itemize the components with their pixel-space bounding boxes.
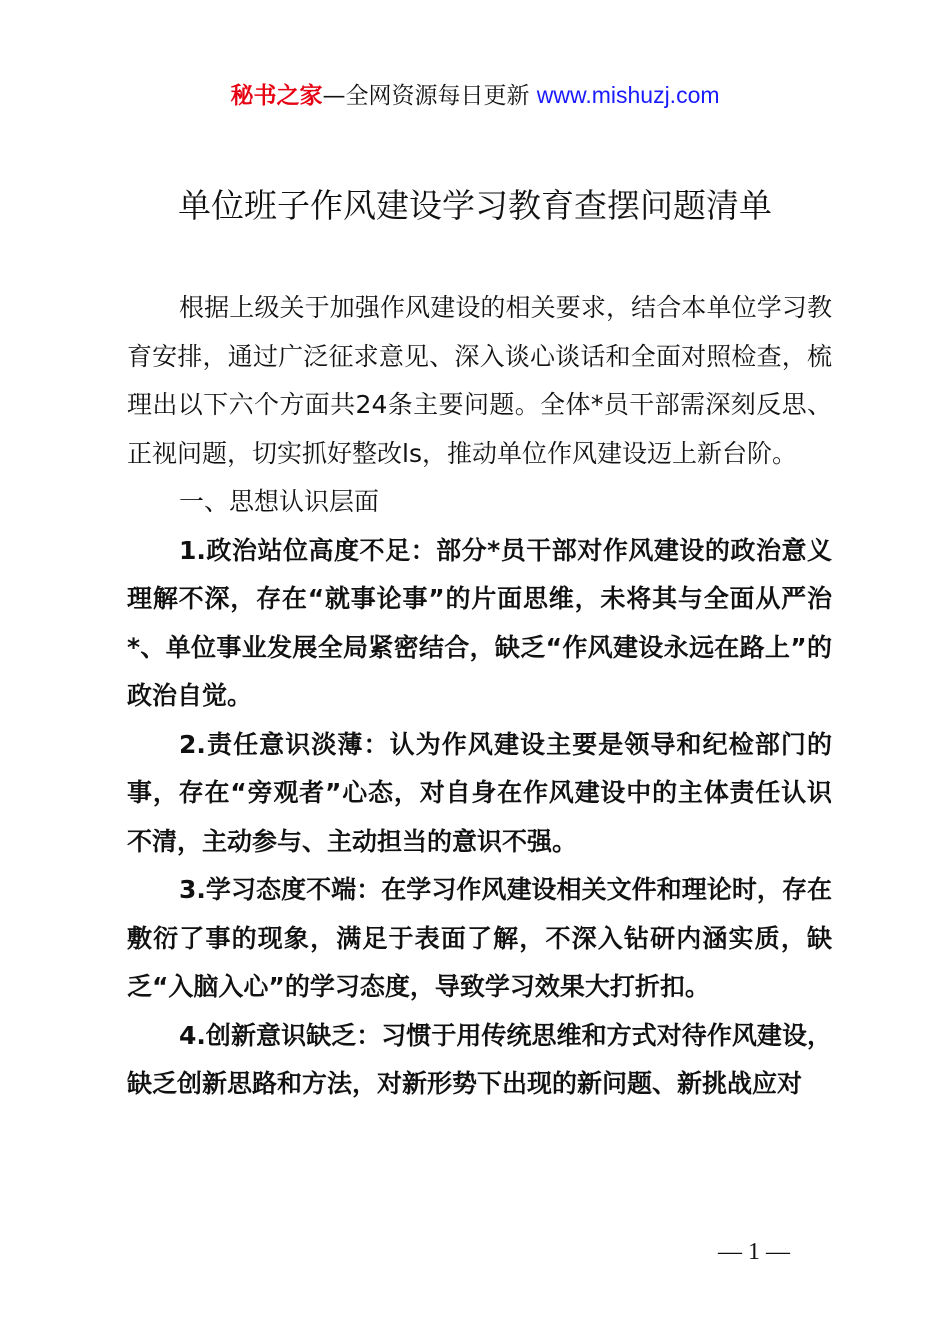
watermark-header — [0, 80, 950, 111]
list-item: 2.责任意识淡薄：认为作风建设主要是领导和纪检部门的事，存在“旁观者”心态，对自身在作风建设中的主体责任认识不清，主动参与、主动担当的意识不强。 — [127, 729, 832, 856]
header-brand: 秘书之家 — [230, 83, 323, 109]
page-number: — 1 — — [718, 1239, 790, 1265]
intro-paragraph: 根据上级关于加强作风建设的相关要求，结合本单位学习教育安排，通过广泛征求意见、深入谈心谈话和全面对照检查，梳理出以下六个方面共24条主要问题。全体*员干部需深刻反思、正视问题，切实抓好整改ls，推动单位作风建设迈上新台阶。 — [127, 293, 832, 468]
header-tagline: —全网资源每日更新 — [322, 83, 530, 109]
document-body — [127, 284, 832, 1109]
section-heading: 一、思想认识层面 — [179, 487, 380, 516]
header-url[interactable]: www.mishuzj.com — [536, 82, 720, 108]
document-title: 单位班子作风建设学习教育查摆问题清单 — [178, 186, 772, 225]
list-item: 4.创新意识缺乏：习惯于用传统思维和方式对待作风建设，缺乏创新思路和方法，对新形势下出现的新问题、新挑战应对 — [127, 1020, 832, 1098]
list-item: 1.政治站位高度不足：部分*员干部对作风建设的政治意义理解不深，存在“就事论事”的片面思维，未将其与全面从严治*、单位事业发展全局紧密结合，缺乏“作风建设永远在路上”的政治自觉。 — [127, 535, 832, 710]
list-item: 3.学习态度不端：在学习作风建设相关文件和理论时，存在敷衍了事的现象，满足于表面了解，不深入钻研内涵实质，缺乏“入脑入心”的学习态度，导致学习效果大打折扣。 — [127, 875, 832, 1001]
